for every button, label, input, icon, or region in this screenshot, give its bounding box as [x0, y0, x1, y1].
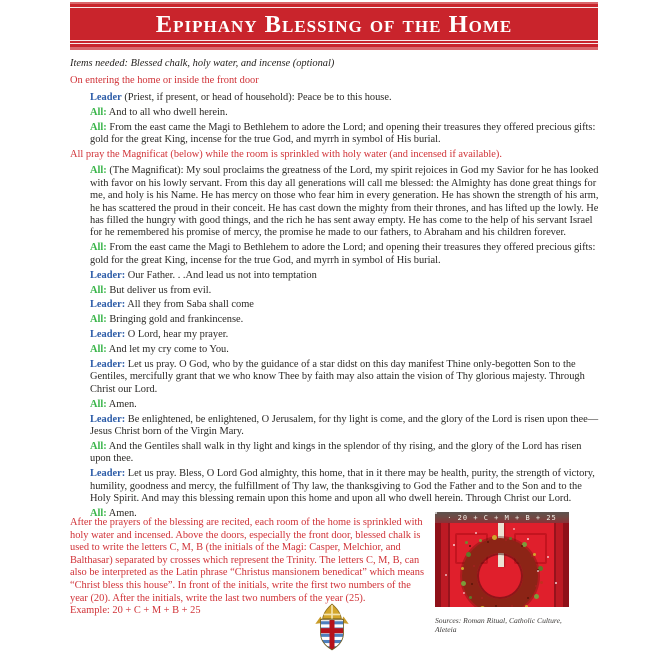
speaker-label: All: — [90, 314, 107, 326]
dialogue-line: All: From the east came the Magi to Bethlehem to adore the Lord; and opening their treasures they offered precious gifts: gold for the great King, incense for the true God, and myrrh in symbol of His burial. — [90, 121, 596, 146]
chalk-inscription: · 20 + C + M + B + 25 — [435, 512, 569, 523]
speaker-label: All: — [90, 440, 107, 452]
door-frame-pillar — [554, 523, 563, 607]
dialogue-line: All: And let my cry come to You. — [90, 344, 229, 356]
door-photo-figure — [435, 512, 569, 634]
page-title: Epiphany Blessing of the Home — [155, 11, 513, 38]
banner-hairline — [70, 40, 598, 41]
prayer-text — [70, 58, 599, 523]
speaker-label: All: — [90, 121, 107, 133]
christmas-wreath — [462, 538, 538, 607]
speaker-label: All: — [90, 284, 107, 296]
speaker-label: Leader: — [90, 329, 126, 341]
dialogue-line: All: (The Magnificat): My soul proclaims the greatness of the Lord, my spirit rejoices in God my Savior for he has looked with favor on his lowly servant. From this day all generations will call me blessed: the Almighty has done great things for me, and holy is his Name. He has mercy on those who fear him in every generation. He has shown the strength of his arm, he has scattered the proud in their conceit. He has cast down the mighty from their thrones, and has lifted up the lowly. He has filled the hungry with good things, and the rich he has sent away empty. He has come to the help of his servant Israel for he remembered his promise of mercy, the promise he made to our fathers, to Abraham and his children forever. — [90, 165, 599, 239]
speaker-label: All: — [90, 508, 107, 519]
rubric-instruction: All pray the Magnificat (below) while the room is sprinkled with holy water (and incensed if available). — [70, 148, 502, 160]
instruction-paragraph: After the prayers of the blessing are recited, each room of the home is sprinkled with holy water and incensed. Above the doors, especially the front door, blessed chalk is used to write the letters C, M, B (the initials of the Magi: Casper, Melchior, and Balthasar) separated by crosses which represent the Trinity. The letters C, M, B, can also be interpreted as the Latin phrase “Christus mansionem benedicat” which means “Christ bless this house”. In front of the initials, write the first two numbers of the year (20). After the initials, write the last two numbers of the year (25). — [70, 517, 425, 604]
banner-hairline — [70, 7, 598, 8]
crest-icon — [311, 603, 353, 653]
speaker-label: All: — [90, 242, 107, 254]
dialogue-line: All: Bringing gold and frankincense. — [90, 314, 244, 326]
door-frame-pillar — [441, 523, 450, 607]
dialogue-line: Leader: All they from Saba shall come — [90, 299, 254, 311]
door-frame-edge — [563, 523, 569, 607]
speaker-label: Leader: — [90, 359, 126, 371]
snow-specks — [435, 512, 437, 514]
example-line: Example: 20 + C + M + B + 25 — [70, 605, 201, 617]
dialogue-line: All: And to all who dwell herein. — [90, 106, 228, 118]
dialogue-line: All: From the east came the Magi to Bethlehem to adore the Lord; and opening their treasures they offered precious gifts: gold for the great King, incense for the true God, and myrrh in symbol of His burial. — [90, 242, 596, 266]
dialogue-line: All: But deliver us from evil. — [90, 284, 212, 296]
dialogue-list — [70, 75, 599, 520]
speaker-label: All: — [90, 106, 107, 118]
photo-caption: Sources: Roman Ritual, Catholic Culture, Aleteia — [435, 616, 562, 634]
banner-hairline — [70, 43, 598, 44]
speaker-label: All: — [90, 344, 107, 356]
speaker-label: Leader: — [90, 413, 126, 425]
diocesan-crest-logo — [311, 603, 353, 653]
dialogue-line: Leader: Let us pray. Bless, O Lord God almighty, this home, that in it there may be health, purity, the strength of victory, humility, goodness and mercy, the fulfillment of Thy law, the thanksgiving to God the Father and to the Son and to the Holy Spirit. And may this blessing remain upon this home and upon all who dwell herein. Through Christ our Lord. — [90, 468, 595, 505]
dialogue-line: Leader (Priest, if present, or head of household): Peace be to this house. — [90, 91, 392, 103]
speaker-label: Leader: — [90, 468, 126, 480]
dialogue-line: All: Amen. — [90, 508, 137, 519]
dialogue-line: All: And the Gentiles shall walk in thy light and kings in the splendor of thy rising, and the glory of the Lord has risen upon thee. — [90, 440, 582, 465]
dialogue-line: Leader: Let us pray. O God, who by the guidance of a star didst on this day manifest Thine only-begotten Son to the Gentiles, mercifully grant that we who know Thee by faith may also attain the vision of Thy glorious majesty. Through Christ our Lord. — [90, 359, 585, 395]
title-banner — [70, 2, 598, 50]
dialogue-line: Leader: Be enlightened, be enlightened, O Jerusalem, for thy light is come, and the glory of the Lord is risen upon thee—Jesus Christ born of the Virgin Mary. — [90, 413, 599, 438]
speaker-label: All: — [90, 398, 107, 410]
dialogue-line: All: Amen. — [90, 398, 137, 410]
chalk-instruction — [70, 517, 430, 618]
speaker-label: All: — [90, 165, 107, 177]
speaker-label: Leader: — [90, 299, 126, 311]
items-needed-note: Items needed: Blessed chalk, holy water, and incense (optional) — [70, 58, 335, 69]
speaker-label: Leader — [90, 91, 122, 103]
red-door-photo — [435, 512, 569, 607]
dialogue-line: Leader: Our Father. . .And lead us not into temptation — [90, 269, 317, 281]
dialogue-line: Leader: O Lord, hear my prayer. — [90, 329, 229, 341]
speaker-label: Leader: — [90, 269, 126, 281]
rubric-instruction: On entering the home or inside the front door — [70, 75, 259, 87]
